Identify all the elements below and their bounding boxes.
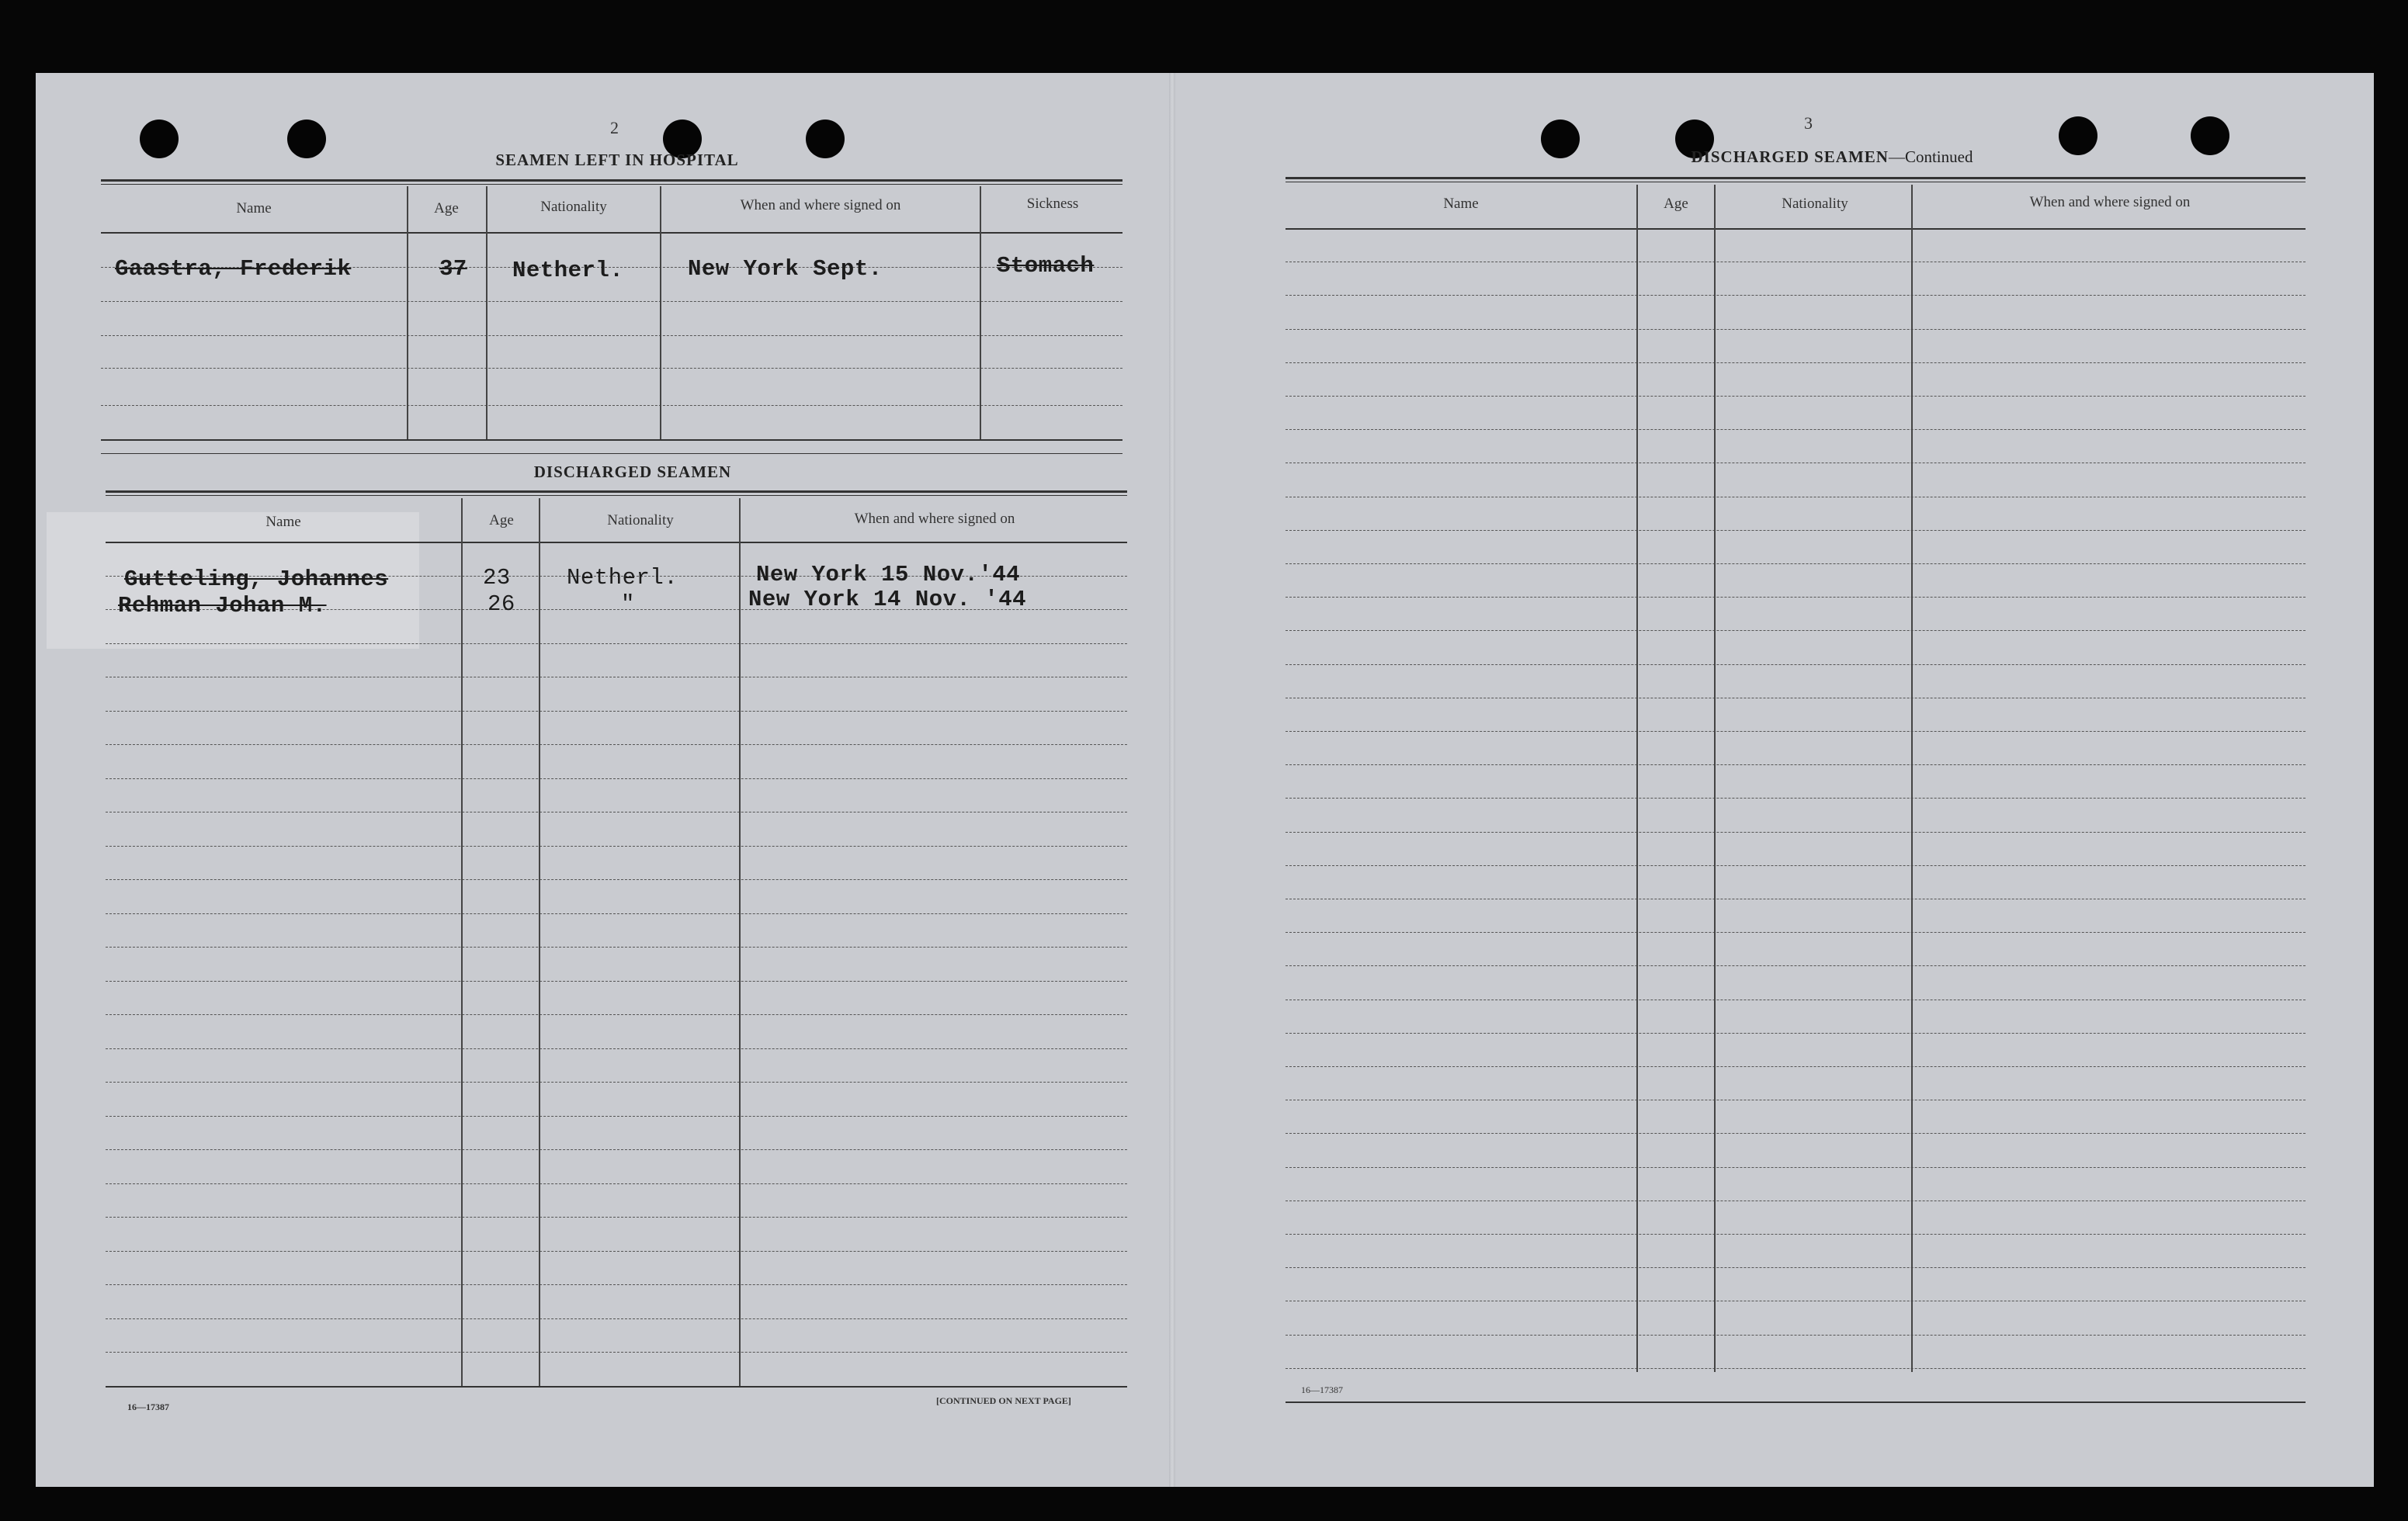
ruled-line [1286, 865, 2306, 866]
ruled-line [106, 1217, 1127, 1218]
ruled-line [1286, 597, 2306, 598]
ruled-line [106, 1082, 1127, 1083]
ruled-line [106, 1251, 1127, 1252]
discharged-row-age: 26 [487, 591, 515, 617]
page-number: 3 [1804, 113, 1813, 133]
punch-hole [1541, 120, 1580, 158]
page-fold [1169, 73, 1175, 1487]
discharged-continued-title [1615, 147, 2049, 167]
ruled-line [1286, 396, 2306, 397]
ruled-line [106, 744, 1127, 745]
ruled-line [1286, 764, 2306, 765]
ruled-line [106, 879, 1127, 880]
ruled-line [1286, 630, 2306, 631]
hospital-row-nationality: Netherl. [512, 258, 624, 283]
ruled-line [106, 913, 1127, 914]
form-number: 16—17387 [127, 1401, 169, 1412]
discharged-section-title: DISCHARGED SEAMEN [533, 463, 732, 481]
hospital-header-signed-on: When and where signed on [740, 197, 901, 213]
discharged-row-nationality: " [621, 591, 635, 617]
hospital-row-sickness: Stomach [997, 253, 1095, 279]
right-header-age: Age [1664, 196, 1688, 212]
ruled-line [106, 1149, 1127, 1150]
ruled-line [1286, 1335, 2306, 1336]
right-header-nationality: Nationality [1782, 196, 1848, 212]
hospital-header-name: Name [236, 200, 272, 217]
hospital-header-sickness: Sickness [1026, 196, 1079, 212]
page-number: 2 [610, 118, 619, 137]
ruled-line [106, 643, 1127, 644]
discharged-header-name: Name [265, 514, 301, 530]
right-page [1172, 73, 2374, 1487]
ruled-line [1286, 731, 2306, 732]
right-header-signed-on: When and where signed on [2029, 194, 2191, 210]
punch-hole [287, 120, 326, 158]
ruled-line [1286, 429, 2306, 430]
ruled-line [106, 1183, 1127, 1184]
ruled-line [1286, 1133, 2306, 1134]
ruled-line [1286, 1234, 2306, 1235]
discharged-row-signed-on: New York 15 Nov.'44 [756, 562, 1021, 587]
ruled-line [1286, 832, 2306, 833]
right-header-name: Name [1443, 196, 1479, 212]
discharged-header-nationality: Nationality [607, 512, 674, 528]
left-page [36, 73, 1172, 1487]
ruled-line [106, 1318, 1127, 1319]
discharged-row-nationality: Netherl. [567, 565, 678, 591]
ruled-line [106, 711, 1127, 712]
ruled-line [106, 981, 1127, 982]
discharged-row-signed-on: New York 14 Nov. '44 [748, 587, 1027, 612]
hospital-header-age: Age [434, 200, 459, 217]
ruled-line [1286, 563, 2306, 564]
hospital-row-signed-on: New York Sept. [688, 256, 883, 282]
hospital-row-age: 37 [439, 256, 467, 282]
ruled-line [1286, 530, 2306, 531]
hospital-header-nationality: Nationality [540, 199, 607, 215]
ruled-line [106, 1014, 1127, 1015]
ruled-line [106, 1116, 1127, 1117]
ruled-line [1286, 1401, 2306, 1403]
ruled-line [1286, 798, 2306, 799]
ruled-line [1286, 664, 2306, 665]
ruled-line [1286, 1267, 2306, 1268]
hospital-row-name: Gaastra, Frederik [115, 256, 352, 282]
ruled-line [1286, 362, 2306, 363]
ruled-line [1286, 1368, 2306, 1369]
form-number: 16—17387 [1301, 1384, 1343, 1395]
discharged-row-name: Gutteling, Johannes [124, 566, 389, 592]
punch-hole [2059, 116, 2097, 155]
ruled-line [1286, 1167, 2306, 1168]
discharged-row-name: Rehman Johan M. [118, 593, 327, 618]
ruled-line [106, 1352, 1127, 1353]
ruled-line [106, 778, 1127, 779]
ruled-line [1286, 329, 2306, 330]
ruled-line [106, 947, 1127, 948]
ruled-line [1286, 295, 2306, 296]
ruled-line [1286, 1033, 2306, 1034]
punch-hole [2191, 116, 2229, 155]
ruled-line [106, 1048, 1127, 1049]
title-continued: —Continued [1888, 147, 1973, 166]
ruled-line [106, 1386, 1127, 1388]
ruled-line [106, 1284, 1127, 1285]
ruled-line [1286, 1066, 2306, 1067]
title-main: DISCHARGED SEAMEN [1691, 147, 1889, 166]
ruled-line [1286, 965, 2306, 966]
ruled-line [1286, 932, 2306, 933]
punch-hole [140, 120, 179, 158]
hospital-section-title: SEAMEN LEFT IN HOSPITAL [495, 151, 739, 169]
discharged-header-signed-on: When and where signed on [854, 511, 1015, 527]
ruled-line [106, 846, 1127, 847]
discharged-row-age: 23 [483, 565, 511, 591]
continued-note: [CONTINUED ON NEXT PAGE] [936, 1395, 1071, 1406]
discharged-header-age: Age [489, 512, 514, 528]
